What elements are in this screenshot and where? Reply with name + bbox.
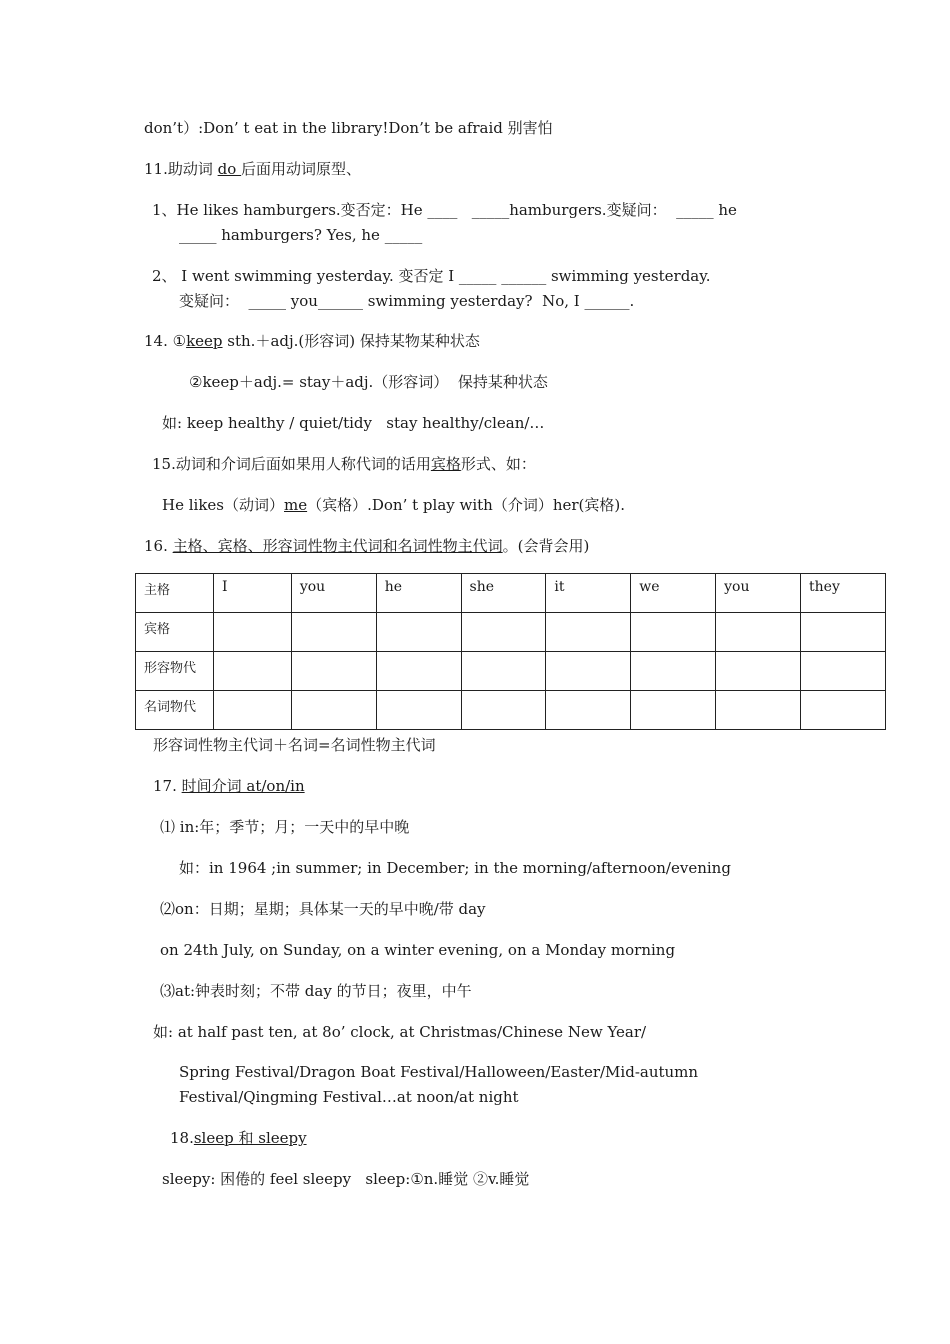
table-cell bbox=[716, 691, 801, 730]
table-cell bbox=[376, 652, 461, 691]
example-line: He likes（动词）me（宾格）.Don’ t play with（介词）her(宾格). bbox=[162, 496, 626, 514]
example-line: Festival/Qingming Festival…at noon/at night bbox=[179, 1088, 519, 1106]
example-line: 如：in 1964 ;in summer; in December; in the morning/afternoon/evening bbox=[179, 859, 731, 877]
text-line: ⑴ in:年；季节；月；一天中的早中晚 bbox=[160, 818, 410, 836]
table-cell bbox=[631, 652, 716, 691]
exercise-2-cont: 变疑问： _____ you______ swimming yesterday? No, I ______. bbox=[179, 292, 635, 310]
heading-16: 16. 主格、宾格、形容词性物主代词和名词性物主代词。(会背会用) bbox=[144, 537, 590, 555]
table-cell: it bbox=[546, 574, 631, 613]
table-cell bbox=[546, 613, 631, 652]
table-cell bbox=[213, 652, 291, 691]
table-cell bbox=[291, 652, 376, 691]
table-cell bbox=[461, 652, 546, 691]
text-line: ⑶at:钟表时刻；不带 day 的节日；夜里，中午 bbox=[160, 982, 472, 1000]
row-header: 主格 bbox=[136, 574, 214, 613]
table-cell bbox=[801, 652, 886, 691]
heading-15: 15.动词和介词后面如果用人称代词的话用宾格形式、如： bbox=[152, 455, 536, 473]
table-cell: she bbox=[461, 574, 546, 613]
heading-18: 18.sleep 和 sleepy bbox=[170, 1129, 307, 1147]
table-cell bbox=[546, 652, 631, 691]
pronoun-table bbox=[135, 573, 886, 730]
row-header: 形容物代 bbox=[136, 652, 214, 691]
example-line: Spring Festival/Dragon Boat Festival/Halloween/Easter/Mid-autumn bbox=[179, 1063, 699, 1081]
text-line: ②keep＋adj.= stay＋adj.（形容词） 保持某种状态 bbox=[189, 373, 548, 391]
table-cell bbox=[213, 613, 291, 652]
text-line: don’t）:Don’ t eat in the library!Don’t be afraid 别害怕 bbox=[144, 119, 553, 137]
table-cell: they bbox=[801, 574, 886, 613]
heading-11: 11.助动词 do 后面用动词原型、 bbox=[144, 160, 362, 178]
table-cell bbox=[716, 613, 801, 652]
row-header: 宾格 bbox=[136, 613, 214, 652]
table-cell bbox=[461, 613, 546, 652]
table-cell bbox=[716, 652, 801, 691]
exercise-2: 2、 I went swimming yesterday. 变否定 I _____ ______ swimming yesterday. bbox=[152, 267, 711, 285]
example-line: on 24th July, on Sunday, on a winter evening, on a Monday morning bbox=[160, 941, 676, 959]
table-cell bbox=[213, 691, 291, 730]
table-cell bbox=[376, 613, 461, 652]
exercise-1-cont: _____ hamburgers? Yes, he _____ bbox=[179, 226, 423, 244]
table-cell: you bbox=[716, 574, 801, 613]
table-cell bbox=[631, 691, 716, 730]
table-row bbox=[136, 691, 886, 730]
text-line: ⑵on：日期；星期；具体某一天的早中晚/带 day bbox=[160, 900, 486, 918]
table-cell bbox=[461, 691, 546, 730]
table-cell: we bbox=[631, 574, 716, 613]
text-line: 形容词性物主代词＋名词=名词性物主代词 bbox=[153, 736, 436, 754]
table-row bbox=[136, 574, 886, 613]
row-header: 名词物代 bbox=[136, 691, 214, 730]
example-line: 如: at half past ten, at 8o’ clock, at Christmas/Chinese New Year/ bbox=[153, 1023, 647, 1041]
table-cell bbox=[291, 691, 376, 730]
table-cell: you bbox=[291, 574, 376, 613]
text-line: sleepy: 困倦的 feel sleepy sleep:①n.睡觉 ②v.睡觉 bbox=[162, 1170, 530, 1188]
table-cell: he bbox=[376, 574, 461, 613]
table-cell bbox=[376, 691, 461, 730]
table-cell bbox=[546, 691, 631, 730]
table-cell bbox=[801, 613, 886, 652]
table-cell: I bbox=[213, 574, 291, 613]
exercise-1: 1、He likes hamburgers.变否定：He ____ _____hamburgers.变疑问： _____ he bbox=[152, 201, 737, 219]
heading-17: 17. 时间介词 at/on/in bbox=[153, 777, 305, 795]
table-cell bbox=[631, 613, 716, 652]
table-cell bbox=[291, 613, 376, 652]
heading-14: 14. ①keep sth.＋adj.(形容词) 保持某物某种状态 bbox=[144, 332, 480, 350]
table-row bbox=[136, 613, 886, 652]
example-line: 如: keep healthy / quiet/tidy stay healthy/clean/… bbox=[162, 414, 545, 432]
table-cell bbox=[801, 691, 886, 730]
table-row bbox=[136, 652, 886, 691]
